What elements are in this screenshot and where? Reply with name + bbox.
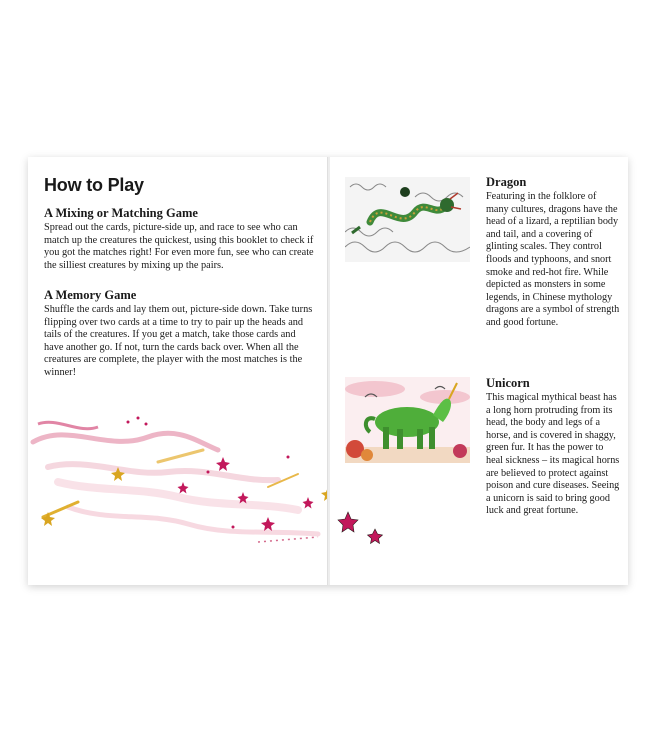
creature-description: This magical mythical beast has a long horn protruding from its head, the body and legs of a horse, and is covered in shaggy, green fur. It has the power to heal sickness – its magical horns are believed to protect against poison and cure diseases. Seeing a unicorn is said to bring good luck and great fortune. — [486, 392, 620, 517]
dragon-illustration — [345, 177, 470, 262]
stars-decoration — [330, 497, 410, 547]
creature-name: Dragon — [486, 175, 527, 189]
section-heading: A Mixing or Matching Game — [44, 206, 198, 220]
section-body: Shuffle the cards and lay them out, picture-side down. Take turns flipping over two cards at a time to try to pair up the heads and tails of the creatures. If you get a match, take those cards and have another go. If not, turn the cards back over. When all the creatures are complete, the player with the most matches is the winner! — [44, 304, 313, 378]
unicorn-entry — [486, 376, 620, 518]
section-mixing-matching — [44, 206, 316, 272]
section-heading: A Memory Game — [44, 288, 137, 302]
section-memory-game — [44, 288, 316, 380]
creature-description: Featuring in the folklore of many cultures, dragons have the head of a lizard, a reptilian body and tail, and a covering of glinting scales. They control floods and typhoons, and snort smoke and red-hot fire. While depicted as monsters in some legends, in Chinese mythology dragons are a symbol of strength and good fortune. — [486, 191, 620, 328]
dragon-entry — [486, 175, 620, 330]
creature-name: Unicorn — [486, 376, 530, 390]
right-page — [330, 157, 628, 585]
left-page — [28, 157, 328, 585]
page-title: How to Play — [44, 175, 144, 195]
unicorn-illustration — [345, 377, 470, 463]
starry-swirl-illustration — [28, 412, 328, 562]
open-booklet — [28, 157, 628, 585]
section-body: Spread out the cards, picture-side up, and race to see who can match up the creatures the quickest, using this booklet to check if you got the matches right! For even more fun, see who can create the silliest creatures by mixing up the pairs. — [44, 222, 314, 271]
